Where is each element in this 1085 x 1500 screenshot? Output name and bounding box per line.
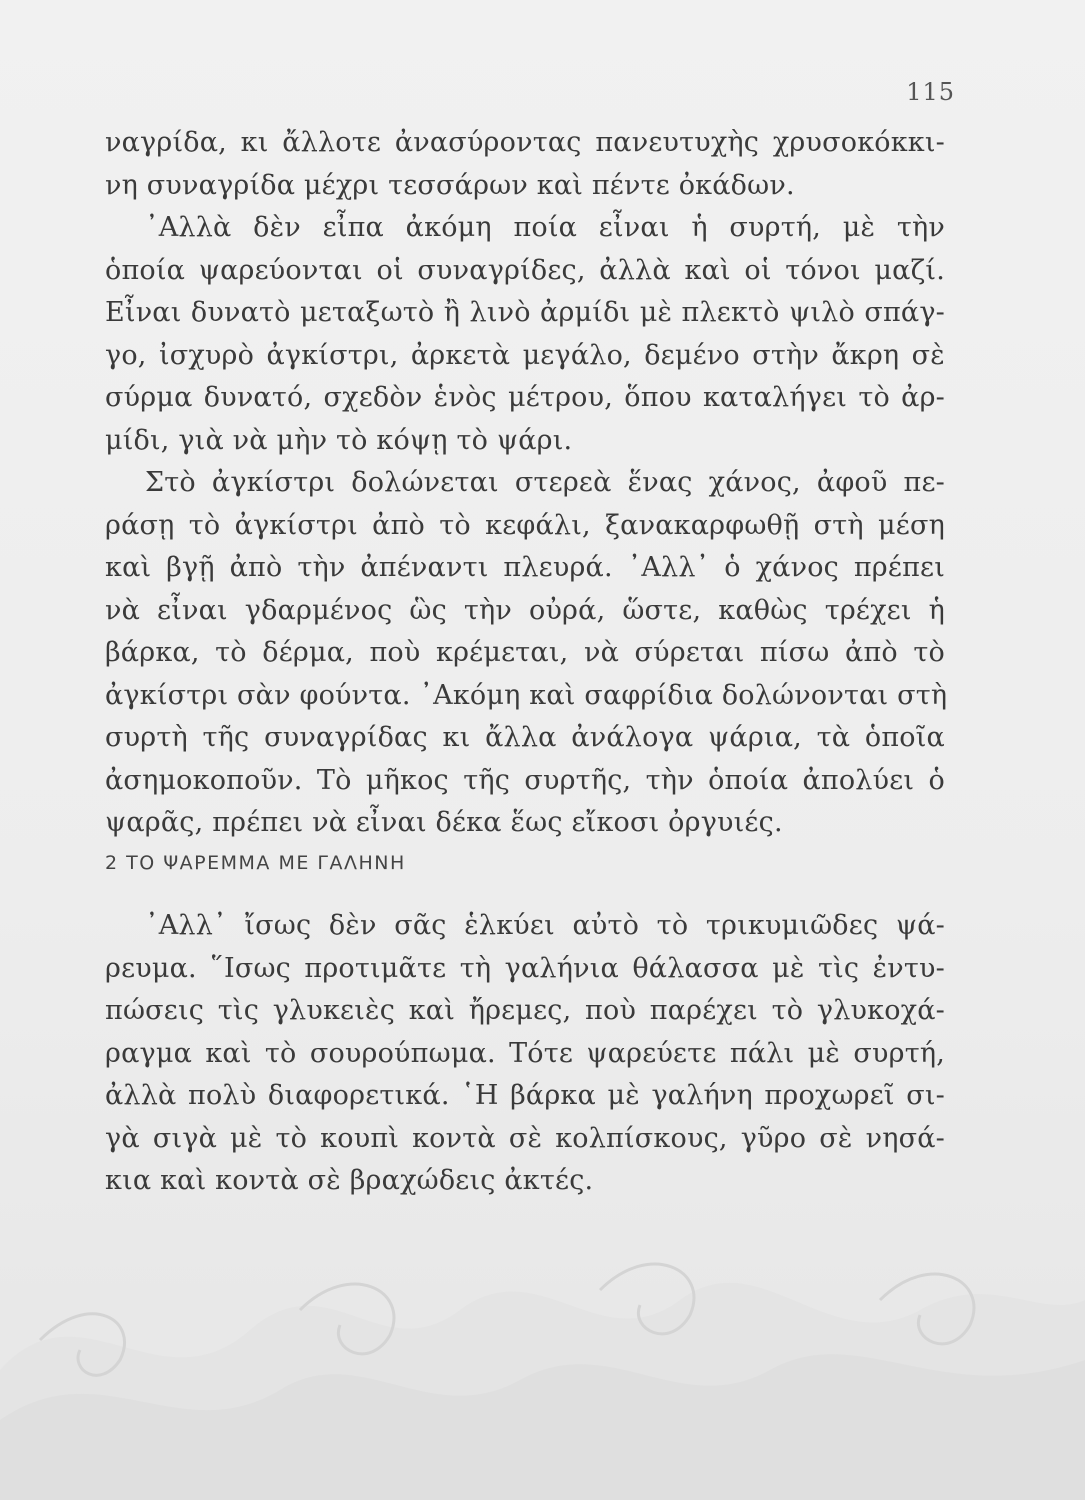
text-line: καὶ βγῇ ἀπὸ τὴν ἀπέναντι πλευρά. ᾿Αλλ᾿ ὁ χάνος πρέπει [105, 552, 945, 583]
body-text-section-1 [105, 122, 948, 845]
text-line: γο, ἰσχυρὸ ἀγκίστρι, ἀρκετὰ μεγάλο, δεμένο στὴν ἄκρη σὲ [105, 339, 945, 371]
section-heading: 2 ΤΟ ΨΑΡΕΜΜΑ ΜΕ ΓΑΛΗΝΗ [105, 852, 406, 874]
text-line: ρευμα. ῞Ισως προτιμᾶτε τὴ γαλήνια θάλασσα μὲ τὶς ἐντυ- [105, 952, 945, 984]
body-text-section-2 [105, 905, 945, 1203]
text-line: Εἶναι δυνατὸ μεταξωτὸ ἢ λινὸ ἀρμίδι μὲ πλεκτὸ ψιλὸ σπάγ- [105, 297, 945, 328]
page-number: 115 [906, 78, 955, 106]
text-line: ἀγκίστρι σὰν φούντα. ᾿Ακόμη καὶ σαφρίδια δολώνονται στὴ [105, 679, 948, 711]
text-line: γὰ σιγὰ μὲ τὸ κουπὶ κοντὰ σὲ κολπίσκους, γῦρο σὲ νησά- [105, 1122, 945, 1154]
text-line: ἀσημοκοποῦν. Τὸ μῆκος τῆς συρτῆς, τὴν ὁποία ἀπολύει ὁ [105, 764, 945, 796]
text-line: σύρμα δυνατό, σχεδὸν ἑνὸς μέτρου, ὅπου καταλήγει τὸ ἀρ- [105, 382, 945, 413]
text-line: ράσῃ τὸ ἀγκίστρι ἀπὸ τὸ κεφάλι, ξανακαρφωθῇ στὴ μέση [105, 509, 945, 541]
text-line: νη συναγρίδα μέχρι τεσσάρων καὶ πέντε ὀκάδων. [105, 169, 795, 201]
text-line: ὁποία ψαρεύονται οἱ συναγρίδες, ἀλλὰ καὶ οἱ τόνοι μαζί. [105, 254, 945, 286]
text-line: μίδι, γιὰ νὰ μὴν τὸ κόψῃ τὸ ψάρι. [105, 424, 573, 456]
text-line: ψαρᾶς, πρέπει νὰ εἶναι δέκα ἕως εἴκοσι ὀργυιές. [105, 807, 783, 838]
text-line: πώσεις τὶς γλυκειὲς καὶ ἤρεμες, ποὺ παρέχει τὸ γλυκοχά- [105, 995, 945, 1026]
text-line: συρτὴ τῆς συναγρίδας κι ἄλλα ἀνάλογα ψάρια, τὰ ὁποῖα [105, 722, 945, 753]
text-line: Στὸ ἀγκίστρι δολώνεται στερεὰ ἕνας χάνος, ἀφοῦ πε- [145, 467, 945, 498]
text-line: ραγμα καὶ τὸ σουρούπωμα. Τότε ψαρεύετε πάλι μὲ συρτή, [105, 1037, 945, 1069]
text-line: κια καὶ κοντὰ σὲ βραχώδεις ἀκτές. [105, 1165, 594, 1196]
decorative-wave-ornament [0, 1220, 1085, 1500]
text-line: ἀλλὰ πολὺ διαφορετικά. ῾Η βάρκα μὲ γαλήνη προχωρεῖ σι- [105, 1080, 945, 1111]
text-line: ναγρίδα, κι ἄλλοτε ἀνασύροντας πανευτυχὴς χρυσοκόκκι- [105, 127, 945, 158]
text-line: βάρκα, τὸ δέρμα, ποὺ κρέμεται, νὰ σύρεται πίσω ἀπὸ τὸ [105, 637, 945, 668]
text-line: ᾿Αλλὰ δὲν εἶπα ἀκόμη ποία εἶναι ἡ συρτή, μὲ τὴν [145, 212, 945, 243]
text-line: ᾿Αλλ᾿ ἴσως δὲν σᾶς ἑλκύει αὐτὸ τὸ τρικυμιῶδες ψά- [145, 910, 945, 941]
text-line: νὰ εἶναι γδαρμένος ὣς τὴν οὐρά, ὥστε, καθὼς τρέχει ἡ [105, 594, 945, 626]
